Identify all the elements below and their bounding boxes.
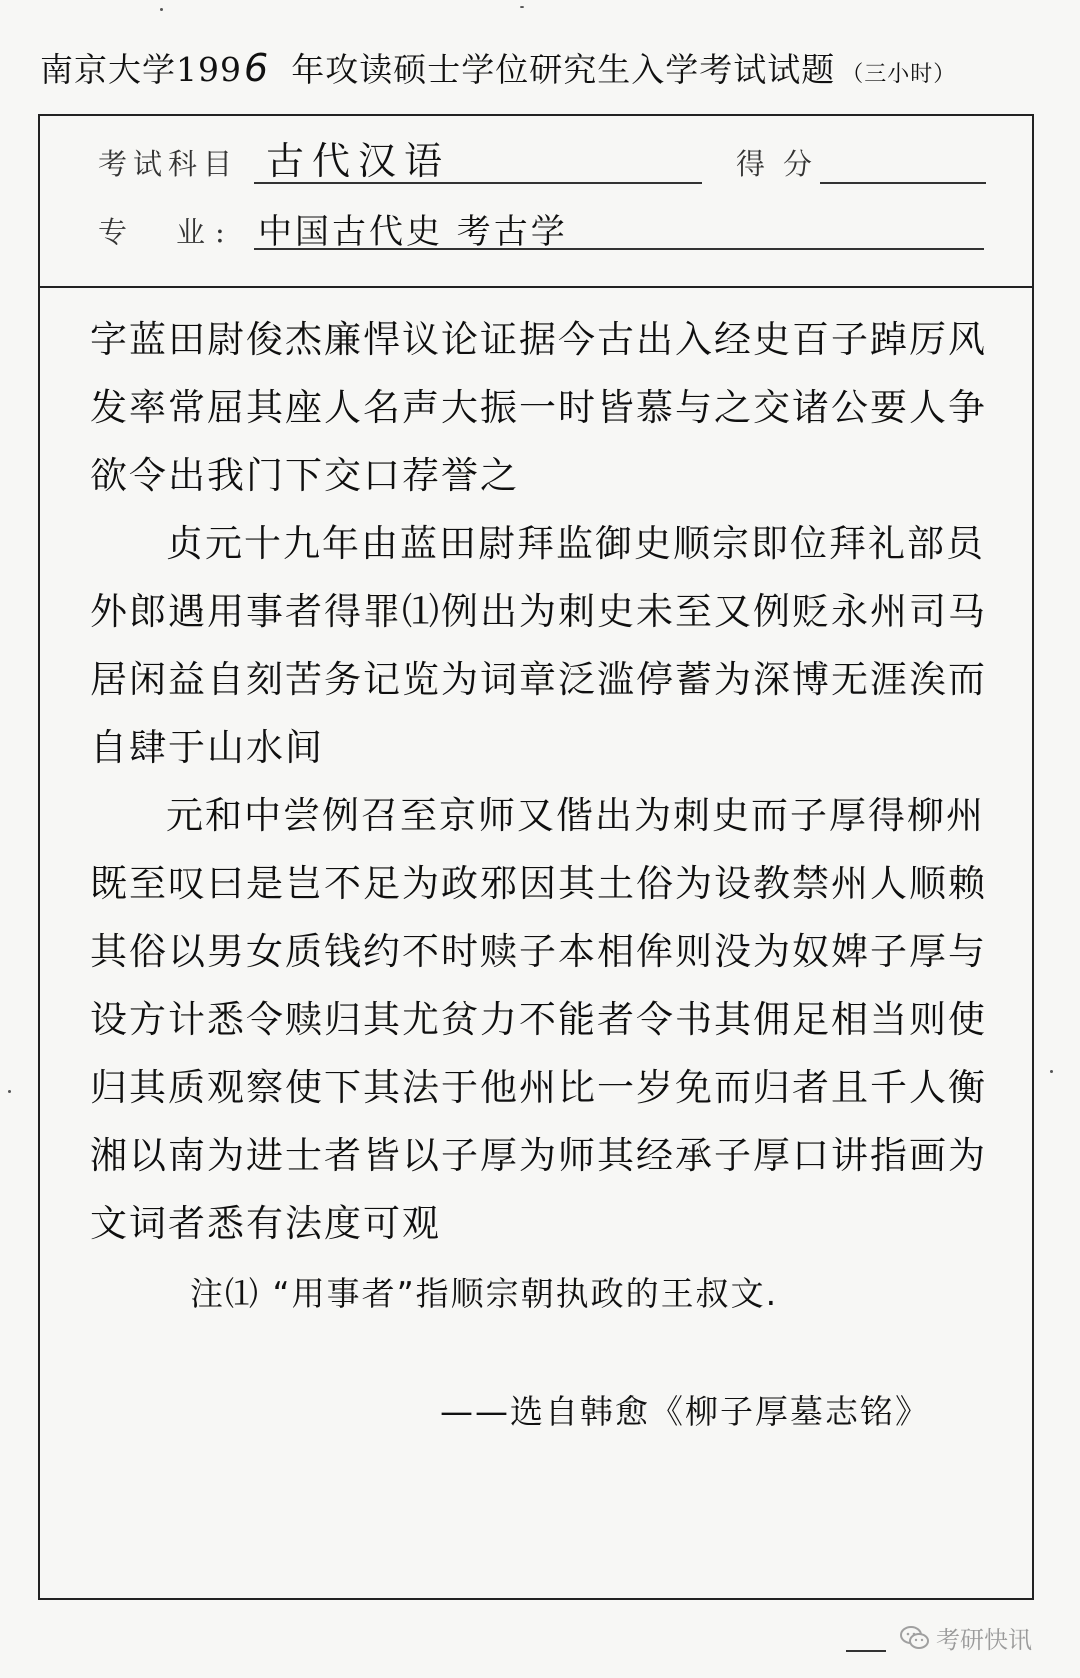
exam-header <box>40 44 1040 91</box>
exam-frame <box>38 114 1034 1600</box>
major-underline <box>254 248 984 250</box>
page-mark <box>846 1650 886 1652</box>
subject-label: 考试科目 <box>98 147 239 181</box>
passage-paragraph-3: 元和中尝例召至京师又偕出为刺史而子厚得柳州既至叹曰是岂不足为政邪因其土俗为设教禁州人顺赖其俗以男女质钱约不时赎子本相侔则没为奴婢子厚与设方计悉令赎归其尤贫力不能者令书其佣足相当则使归其质观察使下其法于他州比一岁免而归者且千人衡湘以南为进士者皆以子厚为师其经承子厚口讲指画为文词者悉有法度可观 <box>90 794 987 1245</box>
scan-speck <box>8 1090 11 1093</box>
passage-body <box>90 306 1010 1258</box>
header-title-prefix: 南京大学199 <box>40 50 242 89</box>
subject-value: 古代汉语 <box>266 139 451 183</box>
footnote: 注⑴ “用事者”指顺宗朝执政的王叔文. <box>190 1274 779 1313</box>
scan-speck <box>1050 1070 1053 1073</box>
header-duration: （三小时） <box>841 62 957 87</box>
header-separator <box>40 286 1032 288</box>
wechat-icon <box>900 1625 930 1651</box>
passage-paragraph-1: 字蓝田尉俊杰廉悍议论证据今古出入经史百子踔厉风发率常屈其座人名声大振一时皆慕与之交诸公要人争欲令出我门下交口荐誉之 <box>90 318 987 497</box>
passage-paragraph-2: 贞元十九年由蓝田尉拜监御史顺宗即位拜礼部员外郎遇用事者得罪⑴例出为刺史未至又例贬永州司马居闲益自刻苦务记览为词章泛滥停蓄为深博无涯涘而自肆于山水间 <box>90 522 987 769</box>
major-value: 中国古代史 考古学 <box>258 212 568 252</box>
watermark <box>900 1620 1032 1655</box>
major-label: 专 业: <box>98 215 235 249</box>
header-year-digit: 6 <box>244 46 270 90</box>
scan-speck <box>520 6 524 8</box>
watermark-text: 考研快讯 <box>936 1626 1032 1654</box>
passage-source: ——选自韩愈《柳子厚墓志铭》 <box>440 1392 930 1431</box>
score-underline <box>820 182 986 184</box>
score-label: 得分 <box>736 147 831 181</box>
subject-underline <box>254 182 702 184</box>
scan-speck <box>160 8 163 11</box>
header-title-suffix: 年攻读硕士学位研究生入学考试试题 <box>291 50 836 89</box>
